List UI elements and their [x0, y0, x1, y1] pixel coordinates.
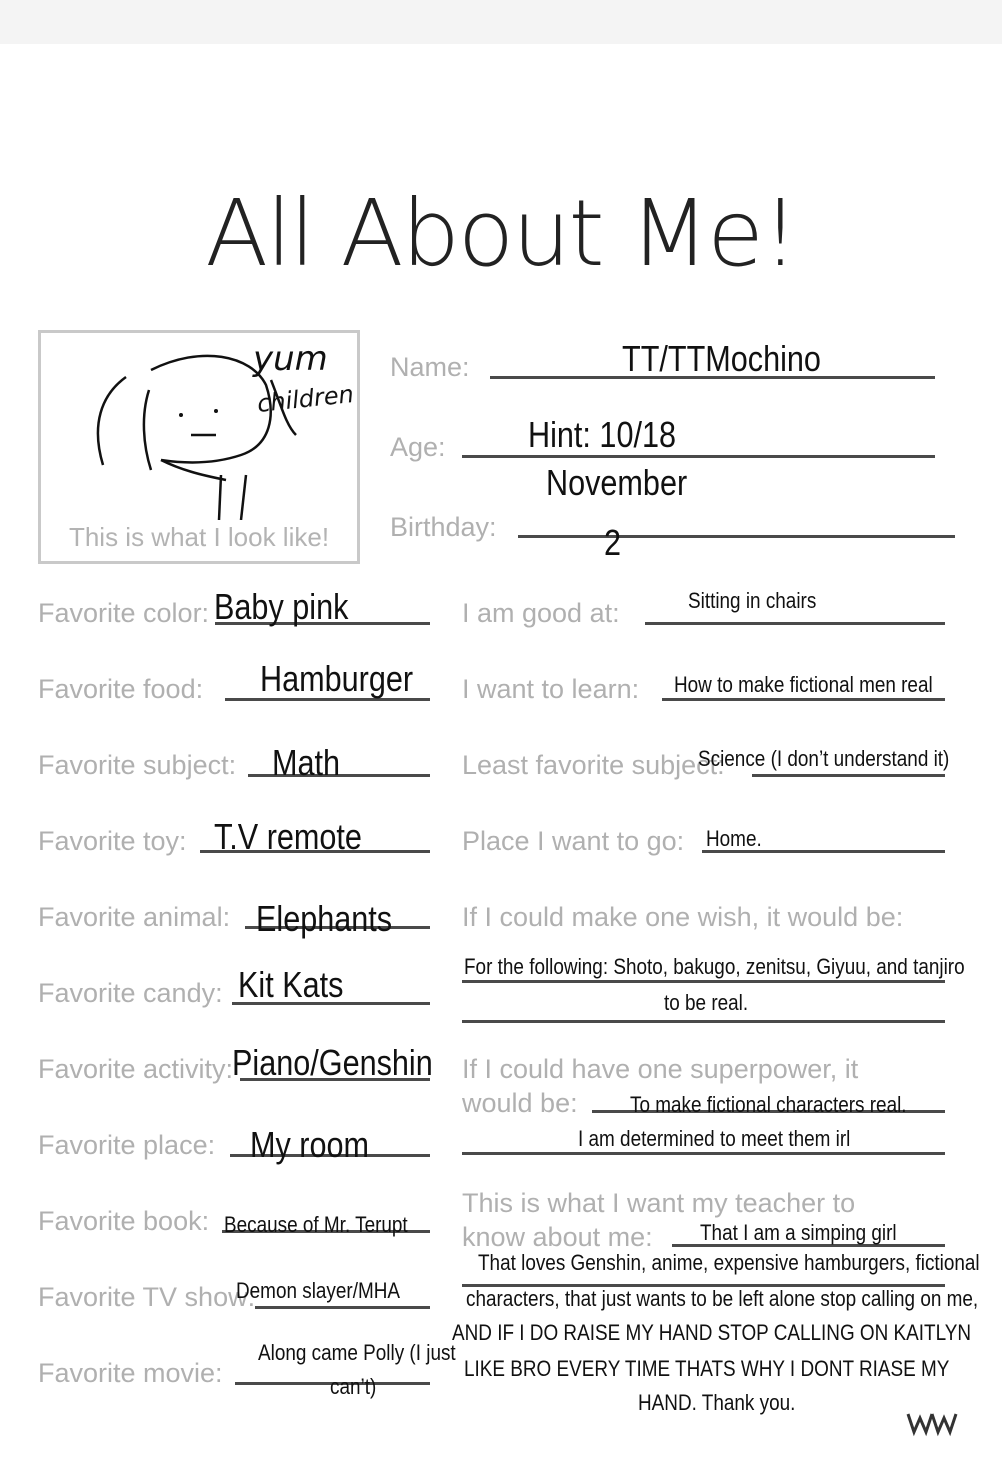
answer-age: Hint: 10/18 [528, 414, 677, 455]
label-teacher-line-1: This is what I want my teacher to [462, 1188, 856, 1218]
answer-favorite-candy: Kit Kats [238, 964, 344, 1005]
line-one-wish-2 [462, 1020, 945, 1023]
answer-birthday-month: November [546, 462, 688, 503]
line-superpower-2 [462, 1152, 945, 1155]
answer-favorite-movie-line-2: can’t) [330, 1374, 377, 1399]
answer-favorite-color: Baby pink [214, 586, 349, 627]
answer-birthday-day: 2 [604, 522, 622, 563]
answer-teacher-line-4: AND IF I DO RAISE MY HAND STOP CALLING ON KAITLYN [452, 1320, 972, 1345]
self-portrait-box [38, 330, 360, 564]
answer-favorite-book: Because of Mr. Terupt [224, 1212, 408, 1237]
answer-teacher-line-2: That loves Genshin, anime, expensive hamburgers, fictional [478, 1250, 980, 1275]
label-name: Name: [390, 352, 470, 382]
answer-want-to-learn: How to make fictional men real [674, 672, 933, 697]
line-birthday [518, 535, 955, 538]
answer-favorite-movie-line-1: Along came Polly (I just [258, 1340, 456, 1365]
answer-good-at: Sitting in chairs [688, 588, 817, 613]
answer-place-to-go: Home. [706, 826, 762, 851]
answer-favorite-tv-show: Demon slayer/MHA [236, 1278, 401, 1303]
logo-mark-icon [904, 1408, 960, 1440]
answer-teacher-line-5: LIKE BRO EVERY TIME THATS WHY I DONT RIASE MY [464, 1356, 950, 1381]
answer-teacher-line-6: HAND. Thank you. [638, 1390, 796, 1415]
label-favorite-food: Favorite food: [38, 674, 204, 704]
label-favorite-toy: Favorite toy: [38, 826, 187, 856]
label-favorite-subject: Favorite subject: [38, 750, 237, 780]
label-favorite-color: Favorite color: [38, 598, 210, 628]
label-place-to-go: Place I want to go: [462, 826, 685, 856]
page-title: All About Me! [205, 180, 797, 287]
answer-teacher-line-1: That I am a simping girl [700, 1220, 897, 1245]
label-favorite-candy: Favorite candy: [38, 978, 223, 1008]
answer-one-wish-line-1: For the following: Shoto, bakugo, zenitsu, Giyuu, and tanjiro [464, 954, 965, 979]
doodle-text-yum: yum [253, 339, 328, 379]
answer-favorite-subject: Math [272, 742, 341, 783]
answer-superpower-line-1: To make fictional characters real. [630, 1092, 907, 1117]
line-one-wish-1 [462, 980, 945, 983]
label-one-wish: If I could make one wish, it would be: [462, 902, 904, 932]
answer-least-favorite-subject: Science (I don’t understand it) [698, 746, 950, 771]
label-favorite-activity: Favorite activity: [38, 1054, 234, 1084]
label-favorite-place: Favorite place: [38, 1130, 216, 1160]
label-age: Age: [390, 432, 446, 462]
label-superpower-line-2: would be: [462, 1088, 578, 1118]
label-good-at: I am good at: [462, 598, 620, 628]
line-favorite-tv-show [255, 1306, 430, 1309]
answer-favorite-food: Hamburger [260, 658, 414, 699]
answer-favorite-toy: T.V remote [214, 816, 362, 857]
doodle-text-children: children [255, 380, 356, 418]
photo-caption: This is what I look like! [68, 522, 330, 552]
answer-one-wish-line-2: to be real. [664, 990, 749, 1015]
label-favorite-book: Favorite book: [38, 1206, 210, 1236]
label-superpower-line-1: If I could have one superpower, it [462, 1054, 859, 1084]
label-least-favorite-subject: Least favorite subject: [462, 750, 725, 780]
label-teacher-line-2: know about me: [462, 1222, 653, 1252]
label-favorite-tv-show: Favorite TV show: [38, 1282, 256, 1312]
line-want-to-learn [662, 698, 945, 701]
label-favorite-movie: Favorite movie: [38, 1358, 223, 1388]
answer-favorite-place: My room [250, 1124, 370, 1165]
label-want-to-learn: I want to learn: [462, 674, 640, 704]
label-birthday: Birthday: [390, 512, 497, 542]
answer-teacher-line-3: characters, that just wants to be left alone stop calling on me, [466, 1286, 979, 1311]
top-bar [0, 0, 1002, 44]
answer-favorite-animal: Elephants [256, 898, 393, 939]
answer-name: TT/TTMochino [622, 338, 821, 379]
label-favorite-animal: Favorite animal: [38, 902, 231, 932]
answer-favorite-activity: Piano/Genshin [232, 1042, 433, 1083]
line-good-at [645, 622, 945, 625]
line-least-favorite-subject [752, 774, 945, 777]
answer-superpower-line-2: I am determined to meet them irl [578, 1126, 851, 1151]
